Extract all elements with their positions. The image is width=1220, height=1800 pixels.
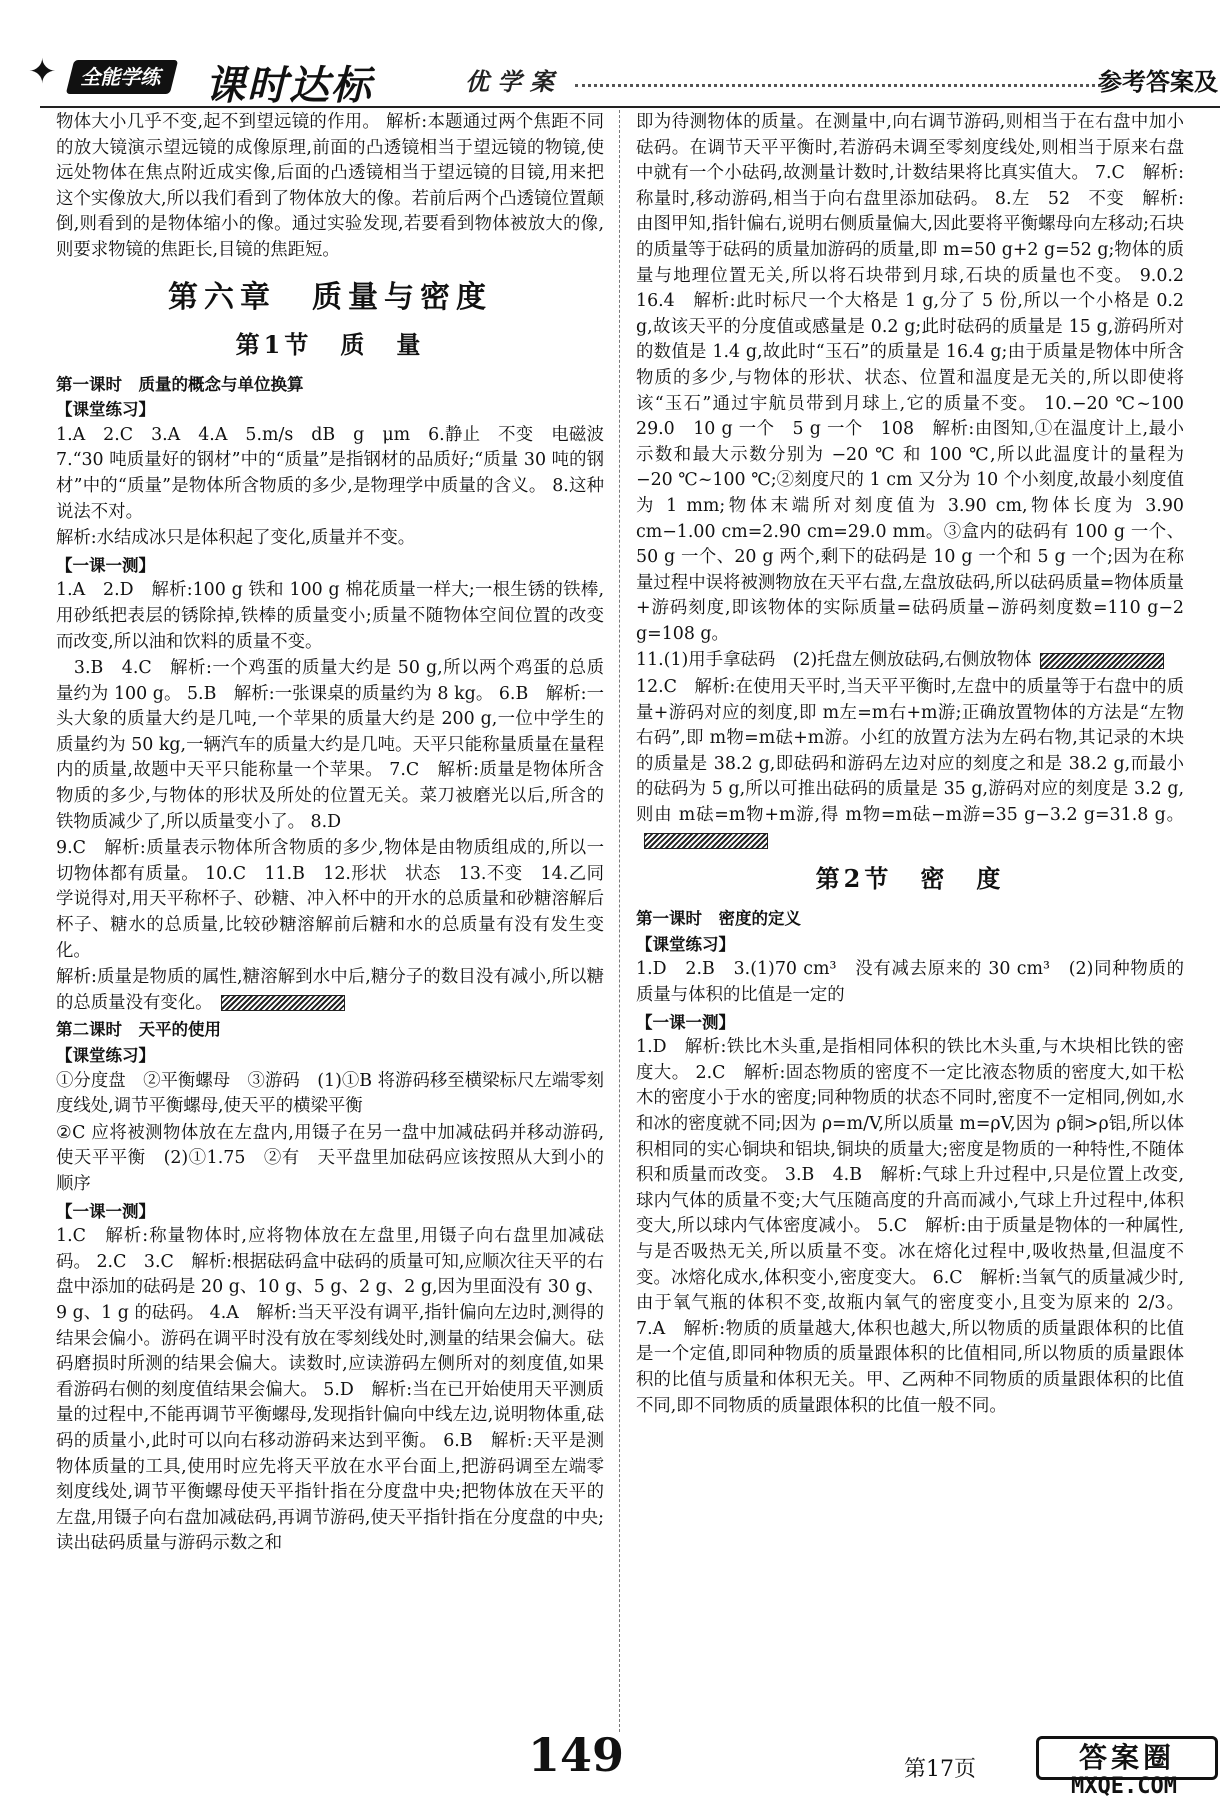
series-title: 课时达标 bbox=[205, 62, 373, 109]
left-column bbox=[56, 110, 622, 1558]
block-text: ①分度盘 ②平衡螺母 ③游码 (1)①B 将游码移至横梁标尺左端零刻度线处,调节平衡螺母,使天平的横梁平衡 bbox=[56, 1070, 604, 1117]
answer-paragraph bbox=[56, 965, 604, 1016]
section-heading bbox=[56, 328, 604, 362]
block-text: 物体大小几乎不变,起不到望远镜的作用。 解析:本题通过两个焦距不同的放大镜演示望远镜的成像原理,前面的凸透镜相当于望远镜的物镜,使远处物体在焦点附近成实像,后面的凸透镜相当于望远镜的目镜,用来把这个实像放大,所以我们看到了物体放大的像。若前后两个凸透镜位置颠倒,则看到的是物体缩小的像。通过实验发现,若要看到物体被放大的像,则要求物镜的焦距长,目镜的焦距短。 bbox=[56, 112, 604, 260]
exercise-label bbox=[56, 553, 604, 579]
block-text: 1.A 2.D 解析:100 g 铁和 100 g 棉花质量一样大;一根生锈的铁棒,用砂纸把表层的锈除掉,铁棒的质量变小;质量不随物体空间位置的改变而改变,所以油和饮料的质量不变。 bbox=[56, 580, 604, 652]
exercise-label bbox=[56, 1199, 604, 1225]
block-text: 第一课时 密度的定义 bbox=[636, 909, 801, 929]
block-text: 1.A 2.C 3.A 4.A 5.m/s dB g μm 6.静止 不变 电磁波 7.“30 吨质量好的钢材”中的“质量”是指钢材的品质好;“质量 30 吨的钢材”中的“质量”是物体所含物质的多少,是物理学中质量的含义。 8.这种说法不对。 bbox=[56, 424, 622, 522]
block-text: 第2节 密 度 bbox=[815, 864, 1005, 894]
hatched-decoration bbox=[221, 995, 345, 1011]
answer-paragraph bbox=[636, 110, 1202, 647]
watermark-logo bbox=[1036, 1736, 1212, 1799]
answer-paragraph bbox=[56, 526, 604, 552]
brand-badge: 全能学练 bbox=[66, 60, 178, 94]
block-text: 1.D 2.B 3.(1)70 cm³ 没有减去原来的 30 cm³ (2)同种物质的质量与体积的比值是一定的 bbox=[636, 959, 1184, 1005]
exercise-label bbox=[56, 1043, 604, 1069]
exercise-label bbox=[636, 932, 1184, 958]
lesson-heading bbox=[56, 372, 604, 398]
header-right-text: 参考答案及 bbox=[1098, 67, 1218, 96]
block-text: 【课堂练习】 bbox=[56, 400, 155, 420]
block-text: 即为待测物体的质量。在测量中,向右调节游码,则相当于在右盘中加小砝码。在调节天平平衡时,若游码未调至零刻度线处,则相当于原来右盘中就有一个小砝码,故测量计数时,计数结果将比真实值大。 7.C 解析:称量时,移动游码,相当于向右盘里添加砝码。 8.左 52 不变 解析:由图甲知,指针偏右,说明右侧质量偏大,因此要将平衡螺母向左移动;石块的质量等于砝码的质量加游码的质量,即 m=50 g+2 g=52 g;物体的质量与地理位置无关,所以将石块带到月球,石块的质量也不变。 9.0.2 16.4 解析:此时标尺一个大格是 1 g,分了 5 份,所以一个小格是 0.2 g,故该天平的分度值或感量是 0.2 g;此时砝码的质量是 15 g,游码所对的数值是 1.4 g,故此时“玉石”的质量是 16.4 g;由于质量是物体中所含物质的多少,与物体的形状、状态、位置和温度是无关的,所以即使将该“玉石”通过宇航员带到月球上,它的质量不变。 10.−20 ℃~100 29.0 10 g 一个 5 g 一个 108 解析:由图知,①在温度计上,最小示数和最大示数分别为 −20 ℃ 和 100 ℃,所以此温度计的量程为 −20 ℃~100 ℃;②刻度尺的 1 cm 又分为 10 个小刻度,故最小刻度值为 1 mm;物体末端所对刻度值为 3.90 cm,物体长度为 3.90 cm−1.00 cm=2.90 cm=29.0 mm。③盒内的砝码有 100 g 一个、50 g 一个、20 g 两个,剩下的砝码是 10 g 一个和 5 g 一个;因为在称量过程中误将被测物放在天平右盘,左盘放砝码,所以砝码质量=物体质量+游码刻度,即该物体的实际质量=砝码质量−游码刻度数=110 g−2 g=108 g。 bbox=[636, 112, 1202, 644]
block-text: 12.C 解析:在使用天平时,当天平平衡时,左盘中的质量等于右盘中的质量+游码对应的刻度,即 m左=m右+m游;正确放置物体的方法是“左物右码”,即 m物=m砝+m游。小红的放置方法为左码右物,其记录的木块的质量是 38.2 g,即砝码和游码左边对应的刻度之和是 38.2 g,而最小的砝码为 5 g,所以可推出砝码的质量是 35 g,游码对应的刻度是 3.2 g,则由 m砝=m物+m游,得 m物=m砝−m游=35 g−3.2 g=31.8 g。 bbox=[636, 677, 1184, 826]
hatched-decoration bbox=[644, 833, 768, 849]
section-heading bbox=[636, 862, 1184, 896]
answer-paragraph bbox=[636, 957, 1184, 1008]
page-number: 149 bbox=[528, 1728, 625, 1782]
answer-paragraph bbox=[56, 1121, 604, 1198]
exercise-label bbox=[636, 1010, 1184, 1036]
answer-paragraph bbox=[56, 1224, 604, 1557]
page-header bbox=[0, 0, 1220, 112]
chapter-heading bbox=[56, 278, 604, 318]
block-text: 第一课时 质量的概念与单位换算 bbox=[56, 374, 304, 394]
answer-paragraph bbox=[636, 648, 1184, 674]
block-text: 11.(1)用手拿砝码 (2)托盘左侧放砝码,右侧放物体 bbox=[636, 650, 1032, 671]
answer-paragraph bbox=[636, 675, 1184, 854]
block-text: 9.C 解析:质量表示物体所含物质的多少,物体是由物质组成的,所以一切物体都有质量。 10.C 11.B 12.形状 状态 13.不变 14.乙同学说得对,用天平称杯子、砂糖、冲入杯中的开水的总质量和砂糖溶解后杯子、糖水的总质量,比较砂糖溶解前后糖和水的总质量有没有发生变化。 bbox=[56, 838, 604, 961]
header-dotted-line bbox=[575, 84, 1108, 87]
block-text: 1.C 解析:称量物体时,应将物体放在左盘里,用镊子向右盘里加减砝码。 2.C 3.C 解析:根据砝码盒中砝码的质量可知,应顺次往天平的右盘中添加的砝码是 20 g、10 g、5 g、2 g、2 g,因为里面没有 30 g、9 g、1 g 的砝码。 4.A 解析:当天平没有调平,指针偏向左边时,测得的结果会偏小。游码在调平时没有放在零刻线处时,测量的结果会偏大。砝码磨损时所测的结果会偏大。读数时,应读游码左侧所对的刻度值,如果看游码右侧的刻度值结果会偏大。 5.D 解析:当在已开始使用天平测质量的过程中,不能再调节平衡螺母,发现指针偏向中线左边,说明物体重,砝码的质量小,此时可以向右移动游码来达到平衡。 6.B 解析:天平是测物体质量的工具,使用时应先将天平放在水平台面上,把游码调至左端零刻度线处,调节平衡螺母使天平指针指在分度盘中央;把物体放在天平的左盘,用镊子向右盘加减砝码,再调节游码,使天平指针指在分度盘的中央;读出砝码质量与游码示数之和 bbox=[56, 1226, 604, 1554]
lesson-heading bbox=[56, 1017, 604, 1043]
block-text: 第六章 质量与密度 bbox=[168, 279, 492, 315]
series-subtitle: 优 学 案 bbox=[465, 68, 554, 96]
header-rule bbox=[40, 106, 1220, 108]
block-text: 【一课一测】 bbox=[636, 1012, 735, 1032]
watermark-url: MXQE.COM bbox=[1071, 1774, 1177, 1799]
block-text: 3.B 4.C 解析:一个鸡蛋的质量大约是 50 g,所以两个鸡蛋的总质量约为 100 g。 5.B 解析:一张课桌的质量约为 8 kg。 6.B 解析:一头大象的质量大约是几吨,一个苹果的质量大约是 200 g,一位中学生的质量约为 50 kg,一辆汽车的质量大约是几吨。天平只能称量质量在量程内的质量,故题中天平只能称量一个苹果。 7.C 解析:质量是物体所含物质的多少,与物体的形状及所处的位置无关。菜刀被磨光以后,所含的铁物质减少了,所以质量变小了。 8.D bbox=[56, 658, 604, 832]
block-text: 【课堂练习】 bbox=[636, 934, 735, 954]
lesson-heading bbox=[636, 906, 1184, 932]
answer-paragraph bbox=[636, 1035, 1184, 1419]
block-text: 第1节 质 量 bbox=[235, 329, 425, 359]
column-divider bbox=[619, 110, 620, 1732]
block-text: 【一课一测】 bbox=[56, 1201, 155, 1221]
hatched-decoration bbox=[1040, 653, 1164, 669]
answer-paragraph bbox=[56, 836, 604, 964]
watermark-text: 答案圈 bbox=[1036, 1736, 1218, 1780]
star-logo-icon: ✦ bbox=[28, 52, 57, 92]
block-text: 解析:水结成冰只是体积起了变化,质量并不变。 bbox=[56, 528, 416, 549]
answer-paragraph bbox=[56, 110, 604, 264]
block-text: 【课堂练习】 bbox=[56, 1046, 155, 1065]
block-text: 1.D 解析:铁比木头重,是指相同体积的铁比木头重,与木块相比铁的密度大。 2.C 解析:固态物质的密度不一定比液态物质的密度大,如干松木的密度小于水的密度;同种物质的状态不同时,密度不一定相同,例如,水和冰的密度就不同;因为 ρ=m/V,所以质量 m=ρV,因为 ρ铜>ρ铝,所以体积相同的实心铜块和铝块,铜块的质量大;密度是物质的一种特性,不随体积和质量而改变。 3.B 4.B 解析:气球上升过程中,只是位置上改变,球内气体的质量不变;大气压随高度的升高而减小,气球上升过程中,体积变大,所以球内气体密度减小。 5.C 解析:由于质量是物体的一种属性,与是否吸热无关,所以质量不变。冰在熔化过程中,吸收热量,但温度不变。冰熔化成水,体积变小,密度变大。 6.C 解析:当氧气的质量减少时,由于氧气瓶的体积不变,故瓶内氧气的密度变小,且变为原来的 2/3。 7.A 解析:物质的质量越大,体积也越大,所以物质的质量跟体积的比值是一个定值,即同种物质的质量跟体积的比值相同,所以物质的质量跟体积的比值与质量和体积无关。甲、乙两种不同物质的质量跟体积的比值不同,即不同物质的质量跟体积的比值一般不同。 bbox=[636, 1037, 1184, 1416]
block-text: 第二课时 天平的使用 bbox=[56, 1020, 221, 1040]
answer-paragraph bbox=[56, 1069, 604, 1120]
block-text: ②C 应将被测物体放在左盘内,用镊子在另一盘中加减砝码并移动游码,使天平平衡 (2)①1.75 ②有 天平盘里加砝码应该按照从大到小的顺序 bbox=[56, 1122, 604, 1194]
right-column bbox=[636, 110, 1202, 1420]
answer-paragraph bbox=[56, 423, 622, 525]
exercise-label bbox=[56, 397, 604, 423]
answer-paragraph bbox=[56, 578, 604, 655]
block-text: 解析:质量是物质的属性,糖溶解到水中后,糖分子的数目没有减小,所以糖的总质量没有变化。 bbox=[56, 967, 604, 1013]
answer-paragraph bbox=[56, 656, 604, 835]
block-text: 【一课一测】 bbox=[56, 555, 155, 575]
page-label: 第17页 bbox=[904, 1757, 976, 1782]
